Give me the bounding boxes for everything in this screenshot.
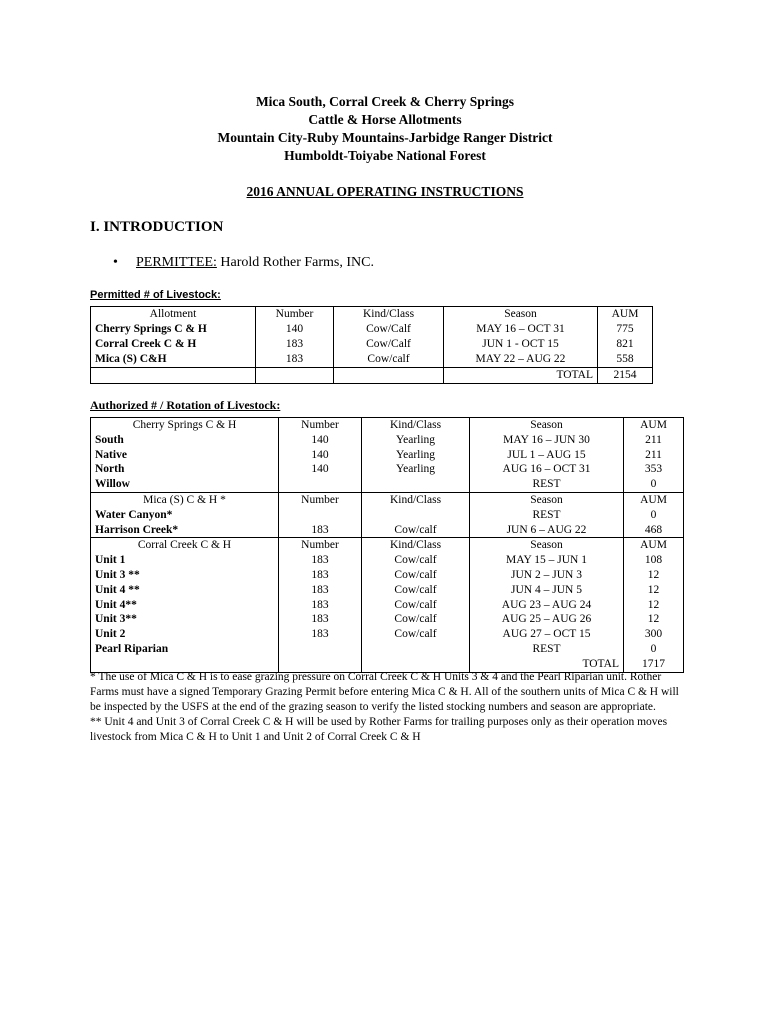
- table-cell: [362, 508, 470, 523]
- allotment-header-row: [91, 538, 684, 553]
- footnote-trailing: ** Unit 4 and Unit 3 of Corral Creek C & H will be used by Rother Farms for trailing purposes only as their operation moves livestock from Mica C & H to Unit 1 and Unit 2 of Corral Creek C & H: [90, 716, 668, 743]
- bullet-icon: •: [113, 255, 118, 270]
- permittee-line: [113, 255, 374, 271]
- table-cell: Willow: [91, 477, 279, 492]
- table-cell: Season: [470, 538, 624, 553]
- table-cell: JUN 6 – AUG 22: [470, 523, 624, 538]
- table-row: [91, 627, 684, 642]
- table-cell: REST: [470, 477, 624, 492]
- table-cell: REST: [470, 508, 624, 523]
- table-cell: Kind/Class: [362, 492, 470, 507]
- header-line-4: Humboldt-Toiyabe National Forest: [284, 148, 486, 163]
- table-cell: AUG 27 – OCT 15: [470, 627, 624, 642]
- header-cell: Kind/Class: [334, 307, 444, 323]
- table-row: [91, 462, 684, 477]
- table-cell: 140: [279, 433, 362, 448]
- table-cell: [256, 368, 334, 384]
- table-cell: JUN 4 – JUN 5: [470, 583, 624, 598]
- header-cell: Number: [256, 307, 334, 323]
- table-row: [91, 642, 684, 657]
- aoi-title: 2016 ANNUAL OPERATING INSTRUCTIONS: [246, 184, 524, 199]
- table-cell: Number: [279, 492, 362, 507]
- table-cell: Cow/calf: [362, 612, 470, 627]
- table-cell: Kind/Class: [362, 538, 470, 553]
- document-header: [0, 93, 770, 165]
- table-row: [91, 612, 684, 627]
- header-line-3: Mountain City-Ruby Mountains-Jarbidge Ranger District: [217, 130, 553, 145]
- table-row: [91, 322, 653, 337]
- table-cell: AUG 23 – AUG 24: [470, 598, 624, 613]
- table-cell: Mica (S) C&H: [91, 352, 256, 368]
- table-cell: 468: [624, 523, 684, 538]
- header-line-1: Mica South, Corral Creek & Cherry Springs: [255, 94, 515, 109]
- table-cell: Cow/calf: [334, 352, 444, 368]
- table-cell: Corral Creek C & H: [91, 538, 279, 553]
- permitted-livestock-table: [90, 306, 653, 384]
- table-cell: 775: [598, 322, 653, 337]
- table-cell: JUL 1 – AUG 15: [470, 448, 624, 463]
- table-cell: 183: [256, 337, 334, 352]
- table-cell: 558: [598, 352, 653, 368]
- table-cell: 140: [256, 322, 334, 337]
- table-cell: Pearl Riparian: [91, 642, 279, 657]
- authorized-livestock-table: [90, 417, 684, 673]
- authorized-livestock-title: Authorized # / Rotation of Livestock:: [90, 398, 281, 412]
- table-cell: 12: [624, 612, 684, 627]
- table-cell: Mica (S) C & H *: [91, 492, 279, 507]
- table-cell: [279, 642, 362, 657]
- section-title: I. INTRODUCTION: [90, 219, 224, 235]
- table-cell: 0: [624, 642, 684, 657]
- table-cell: MAY 15 – JUN 1: [470, 553, 624, 568]
- table-cell: Cow/Calf: [334, 337, 444, 352]
- table-cell: Number: [279, 418, 362, 433]
- table-cell: 821: [598, 337, 653, 352]
- total-label: TOTAL: [470, 657, 624, 672]
- table-cell: MAY 16 – OCT 31: [444, 322, 598, 337]
- table-cell: AUM: [624, 418, 684, 433]
- table-cell: Unit 3**: [91, 612, 279, 627]
- table-cell: [334, 368, 444, 384]
- table-row: [91, 477, 684, 492]
- table-cell: MAY 22 – AUG 22: [444, 352, 598, 368]
- table-cell: Unit 4**: [91, 598, 279, 613]
- table-cell: 300: [624, 627, 684, 642]
- table-total-row: [91, 368, 653, 384]
- table-row: [91, 352, 653, 368]
- table-cell: Cow/calf: [362, 627, 470, 642]
- table-row: [91, 337, 653, 352]
- table-cell: Yearling: [362, 462, 470, 477]
- table-cell: North: [91, 462, 279, 477]
- header-cell: AUM: [598, 307, 653, 323]
- table-cell: 353: [624, 462, 684, 477]
- table-cell: JUN 2 – JUN 3: [470, 568, 624, 583]
- table-cell: Number: [279, 538, 362, 553]
- table-cell: Season: [470, 418, 624, 433]
- table-cell: [362, 642, 470, 657]
- table-cell: AUG 25 – AUG 26: [470, 612, 624, 627]
- permitted-livestock-title: Permitted # of Livestock:: [90, 289, 221, 301]
- table-cell: Season: [470, 492, 624, 507]
- permittee-label: PERMITTEE:: [136, 255, 217, 270]
- table-cell: 183: [279, 627, 362, 642]
- total-value: 2154: [598, 368, 653, 384]
- table-cell: 0: [624, 477, 684, 492]
- table-cell: REST: [470, 642, 624, 657]
- header-cell: Allotment: [91, 307, 256, 323]
- table-row: [91, 568, 684, 583]
- header-cell: Season: [444, 307, 598, 323]
- table-cell: Cherry Springs C & H: [91, 322, 256, 337]
- table-cell: Cow/Calf: [334, 322, 444, 337]
- table-cell: 183: [279, 568, 362, 583]
- table-row: [91, 583, 684, 598]
- table-cell: 108: [624, 553, 684, 568]
- table-cell: Cherry Springs C & H: [91, 418, 279, 433]
- table-cell: Unit 3 **: [91, 568, 279, 583]
- table-cell: MAY 16 – JUN 30: [470, 433, 624, 448]
- table-cell: 12: [624, 598, 684, 613]
- table-cell: Cow/calf: [362, 568, 470, 583]
- footnotes: [90, 670, 690, 745]
- table-cell: [91, 368, 256, 384]
- total-label: TOTAL: [444, 368, 598, 384]
- permittee-value: Harold Rother Farms, INC.: [216, 255, 374, 270]
- table-cell: 12: [624, 568, 684, 583]
- table-row: [91, 598, 684, 613]
- table-cell: 183: [279, 598, 362, 613]
- allotment-header-row: [91, 418, 684, 433]
- table-cell: 211: [624, 448, 684, 463]
- table-cell: Harrison Creek*: [91, 523, 279, 538]
- table-cell: 0: [624, 508, 684, 523]
- table-cell: Unit 2: [91, 627, 279, 642]
- table-cell: Yearling: [362, 448, 470, 463]
- table-row: [91, 523, 684, 538]
- table-cell: JUN 1 - OCT 15: [444, 337, 598, 352]
- table-cell: Corral Creek C & H: [91, 337, 256, 352]
- table-cell: Kind/Class: [362, 418, 470, 433]
- table-cell: Water Canyon*: [91, 508, 279, 523]
- table-cell: [362, 477, 470, 492]
- table-cell: South: [91, 433, 279, 448]
- table-cell: Cow/calf: [362, 553, 470, 568]
- table-cell: 183: [279, 523, 362, 538]
- table-cell: 140: [279, 448, 362, 463]
- table-cell: 211: [624, 433, 684, 448]
- table-cell: 183: [256, 352, 334, 368]
- table-row: [91, 553, 684, 568]
- table-cell: Cow/calf: [362, 598, 470, 613]
- allotment-header-row: [91, 492, 684, 507]
- table-cell: 183: [279, 583, 362, 598]
- table-cell: AUM: [624, 538, 684, 553]
- table-cell: AUG 16 – OCT 31: [470, 462, 624, 477]
- table-cell: 140: [279, 462, 362, 477]
- table-cell: Native: [91, 448, 279, 463]
- table-header-row: [91, 307, 653, 323]
- table-cell: AUM: [624, 492, 684, 507]
- table-row: [91, 448, 684, 463]
- table-row: [91, 508, 684, 523]
- table-cell: [279, 477, 362, 492]
- header-line-2: Cattle & Horse Allotments: [308, 112, 462, 127]
- footnote-mica: * The use of Mica C & H is to ease grazing pressure on Corral Creek C & H Units 3 & 4 and the Pearl Riparian unit. Rother Farms must have a signed Temporary Grazing Permit before entering Mica C & H. All of the southern units of Mica C & H will be inspected by the USFS at the end of the grazing season to verify the listed stocking numbers and season are appropriate.: [90, 671, 679, 713]
- table-cell: 12: [624, 583, 684, 598]
- table-cell: 183: [279, 553, 362, 568]
- table-cell: Unit 1: [91, 553, 279, 568]
- table-cell: 183: [279, 612, 362, 627]
- table-cell: Cow/calf: [362, 523, 470, 538]
- table-row: [91, 433, 684, 448]
- table-cell: [279, 508, 362, 523]
- table-cell: Yearling: [362, 433, 470, 448]
- total-value: 1717: [624, 657, 684, 672]
- table-cell: Unit 4 **: [91, 583, 279, 598]
- table-cell: Cow/calf: [362, 583, 470, 598]
